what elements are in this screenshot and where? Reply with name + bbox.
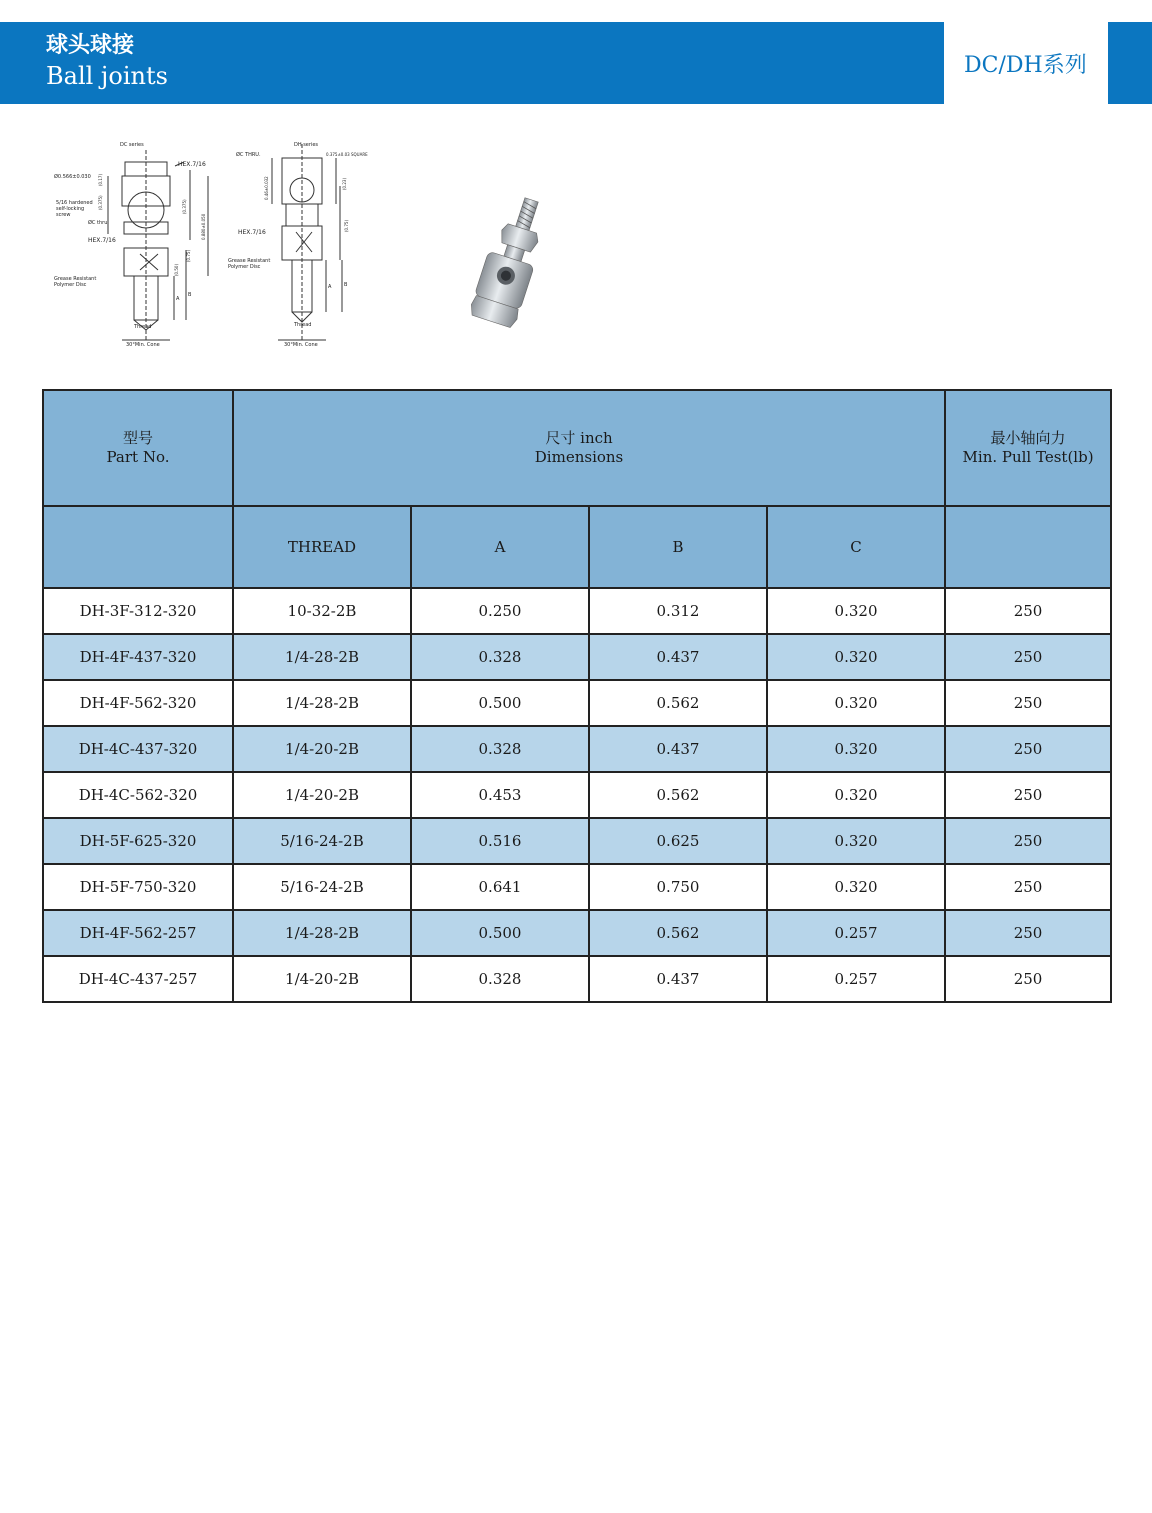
cell-c: 0.257 — [767, 910, 945, 956]
header-pull-test — [945, 390, 1111, 506]
subheader-thread: THREAD — [233, 506, 411, 588]
dc-dim-2: (0.375) — [98, 195, 103, 210]
table-row — [43, 680, 1111, 726]
dc-series-label: DC series — [120, 142, 144, 148]
cell-part: DH-3F-312-320 — [43, 588, 233, 634]
dc-cone: 30°Min. Cone — [126, 342, 160, 348]
cell-b: 0.437 — [589, 726, 767, 772]
cell-pull: 250 — [945, 910, 1111, 956]
dh-dim-2: (0.23) — [342, 177, 347, 190]
cell-c: 0.320 — [767, 818, 945, 864]
dc-ball-dia: Ø0.566±0.030 — [54, 174, 91, 180]
dc-dim-4: 0.880±0.050 — [201, 213, 206, 240]
title-en: Ball joints — [46, 62, 168, 90]
cell-thread: 1/4-28-2B — [233, 680, 411, 726]
cell-pull: 250 — [945, 680, 1111, 726]
dc-disc-note-1: Grease Resistant — [54, 276, 97, 282]
cell-part: DH-4F-437-320 — [43, 634, 233, 680]
cell-c: 0.320 — [767, 726, 945, 772]
header-pull-cn: 最小轴向力 — [990, 429, 1066, 447]
cell-thread: 1/4-20-2B — [233, 772, 411, 818]
cell-part: DH-4C-562-320 — [43, 772, 233, 818]
ball-joint-photo — [430, 180, 550, 340]
header-part-no — [43, 390, 233, 506]
dc-hex-mid: HEX.7/16 — [88, 237, 116, 244]
cell-thread: 5/16-24-2B — [233, 864, 411, 910]
technical-drawings — [50, 130, 410, 350]
subheader-a: A — [411, 506, 589, 588]
cell-pull: 250 — [945, 864, 1111, 910]
dc-thread: Thread — [134, 324, 152, 330]
cell-b: 0.750 — [589, 864, 767, 910]
dc-disc-note-2: Polymer Disc — [54, 282, 87, 288]
dh-disc-note-2: Polymer Disc — [228, 264, 261, 270]
cell-thread: 1/4-20-2B — [233, 726, 411, 772]
cell-part: DH-4F-562-320 — [43, 680, 233, 726]
header-dim-en: Dimensions — [534, 448, 624, 466]
header-part-en: Part No. — [106, 448, 170, 466]
subheader-c: C — [767, 506, 945, 588]
dc-dim-b: B — [188, 292, 192, 298]
table-header-row — [43, 390, 1111, 506]
table-row — [43, 818, 1111, 864]
dh-dim-3: (0.75) — [344, 219, 349, 232]
cell-a: 0.328 — [411, 726, 589, 772]
cell-a: 0.500 — [411, 680, 589, 726]
cell-pull: 250 — [945, 956, 1111, 1002]
dc-screw-note-2: self-locking — [56, 206, 85, 212]
cell-b: 0.437 — [589, 956, 767, 1002]
cell-part: DH-4C-437-257 — [43, 956, 233, 1002]
cell-a: 0.328 — [411, 956, 589, 1002]
cell-part: DH-5F-625-320 — [43, 818, 233, 864]
cell-part: DH-4C-437-320 — [43, 726, 233, 772]
dc-dim-a: A — [176, 296, 180, 302]
header-dim-cn: 尺寸 inch — [545, 429, 613, 447]
dh-cone: 30°Min. Cone — [284, 342, 318, 348]
dh-bore: ØC THRU. — [236, 152, 261, 158]
cell-a: 0.500 — [411, 910, 589, 956]
cell-b: 0.562 — [589, 772, 767, 818]
title-banner — [0, 22, 944, 104]
dc-bore: ØC thru — [88, 220, 108, 226]
dc-screw-note-3: screw — [56, 212, 71, 218]
cell-a: 0.453 — [411, 772, 589, 818]
dc-hex-top: HEX.7/16 — [178, 161, 206, 168]
dc-screw-note-1: 5/16 hardened — [56, 200, 93, 206]
dh-square: 0.375±0.03 SQUARE — [326, 152, 368, 157]
cell-thread: 1/4-28-2B — [233, 910, 411, 956]
cell-pull: 250 — [945, 726, 1111, 772]
cell-c: 0.320 — [767, 772, 945, 818]
cell-b: 0.437 — [589, 634, 767, 680]
dh-disc-note-1: Grease Resistant — [228, 258, 271, 264]
cell-c: 0.320 — [767, 680, 945, 726]
cell-pull: 250 — [945, 588, 1111, 634]
table-row — [43, 956, 1111, 1002]
table-row — [43, 910, 1111, 956]
dh-dim-a: A — [328, 284, 332, 290]
table-row — [43, 634, 1111, 680]
dh-series-label: DH series — [294, 142, 319, 148]
cell-c: 0.320 — [767, 588, 945, 634]
header-pull-en: Min. Pull Test(lb) — [962, 448, 1094, 466]
dc-dim-1: (0.17) — [98, 173, 103, 186]
cell-b: 0.562 — [589, 910, 767, 956]
cell-thread: 1/4-20-2B — [233, 956, 411, 1002]
table-row — [43, 864, 1111, 910]
cell-part: DH-5F-750-320 — [43, 864, 233, 910]
dh-dim-1: 0.46±0.032 — [264, 176, 269, 200]
cell-part: DH-4F-562-257 — [43, 910, 233, 956]
table-row — [43, 726, 1111, 772]
subheader-empty-right — [945, 506, 1111, 588]
cell-b: 0.562 — [589, 680, 767, 726]
dc-dim-6: (0.50) — [174, 263, 179, 276]
cell-pull: 250 — [945, 772, 1111, 818]
subheader-empty-left — [43, 506, 233, 588]
dh-dim-b: B — [344, 282, 348, 288]
dh-hex: HEX.7/16 — [238, 229, 266, 236]
cell-a: 0.641 — [411, 864, 589, 910]
dh-thread: Thread — [294, 322, 312, 328]
cell-a: 0.516 — [411, 818, 589, 864]
cell-b: 0.312 — [589, 588, 767, 634]
table-row — [43, 588, 1111, 634]
dc-dim-5: (0.75) — [186, 249, 191, 262]
cell-pull: 250 — [945, 818, 1111, 864]
series-label: DC/DH系列 — [964, 53, 1087, 78]
cell-c: 0.320 — [767, 864, 945, 910]
cell-c: 0.257 — [767, 956, 945, 1002]
cell-a: 0.250 — [411, 588, 589, 634]
title-cn: 球头球接 — [46, 33, 135, 58]
table-subheader-row — [43, 506, 1111, 588]
header-part-cn: 型号 — [122, 429, 153, 447]
banner-accent-block — [1108, 22, 1152, 104]
cell-thread: 10-32-2B — [233, 588, 411, 634]
table-row — [43, 772, 1111, 818]
spec-table — [42, 389, 1112, 1003]
cell-thread: 1/4-28-2B — [233, 634, 411, 680]
cell-thread: 5/16-24-2B — [233, 818, 411, 864]
cell-a: 0.328 — [411, 634, 589, 680]
dc-dim-3: (0.375) — [182, 199, 187, 214]
cell-b: 0.625 — [589, 818, 767, 864]
header-dimensions — [233, 390, 945, 506]
subheader-b: B — [589, 506, 767, 588]
cell-c: 0.320 — [767, 634, 945, 680]
cell-pull: 250 — [945, 634, 1111, 680]
